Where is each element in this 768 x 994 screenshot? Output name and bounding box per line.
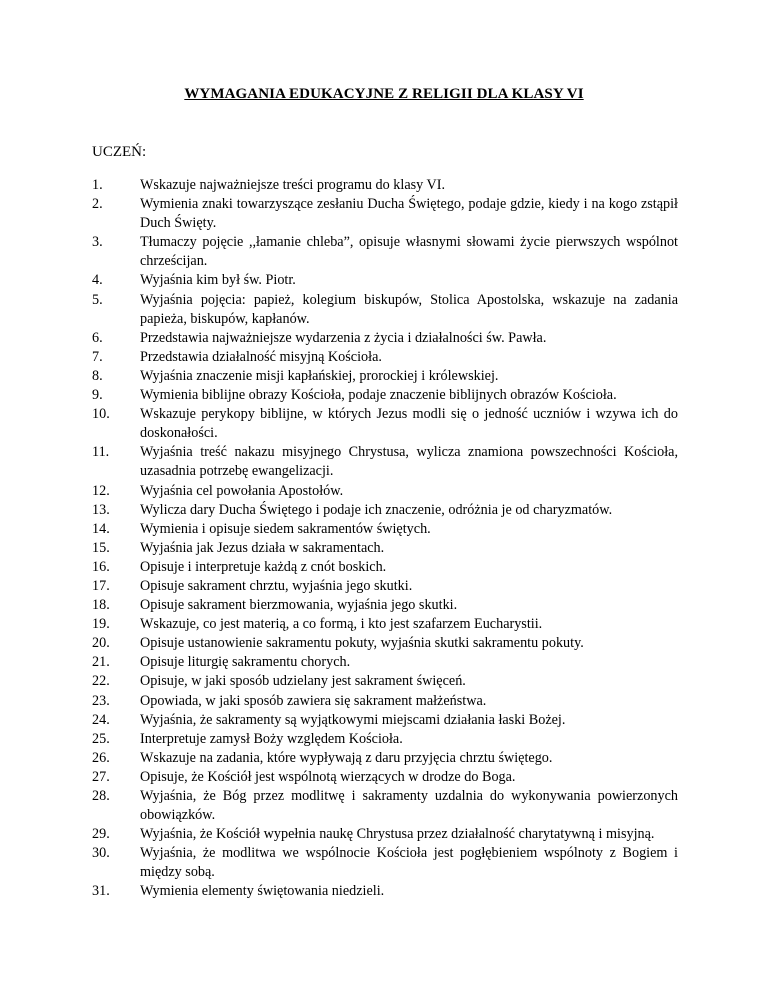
list-item-text: Opisuje i interpretuje każdą z cnót boskich. [140, 558, 387, 575]
list-item-number: 9. [92, 387, 103, 404]
list-item-text: Przedstawia najważniejsze wydarzenia z życia i działalności św. Pawła. [140, 329, 547, 346]
list-item-text: Wyjaśnia, że Bóg przez modlitwę i sakramenty uzdalnia do wykonywania powierzonych obowiązków. [140, 788, 678, 824]
list-item-text: Wyjaśnia, że modlitwa we wspólnocie Kościoła jest pogłębieniem wspólnoty z Bogiem i między sobą. [140, 845, 678, 881]
list-item-number: 15. [92, 539, 110, 556]
list-item [92, 787, 678, 825]
list-item-number: 5. [92, 291, 103, 308]
list-item [92, 405, 678, 443]
list-item [92, 367, 678, 386]
list-item [92, 329, 678, 348]
list-item [92, 195, 678, 233]
list-item [92, 176, 678, 195]
list-item-number: 1. [92, 177, 103, 193]
list-item-text: Wyjaśnia cel powołania Apostołów. [140, 482, 344, 499]
list-item-text: Wskazuje na zadania, które wypływają z daru przyjęcia chrztu świętego. [140, 749, 553, 766]
list-item [92, 596, 678, 615]
list-item-number: 25. [92, 730, 110, 747]
list-item-text: Opisuje sakrament bierzmowania, wyjaśnia jego skutki. [140, 597, 458, 614]
list-item [92, 233, 678, 271]
list-item-text: Wymienia znaki towarzyszące zesłaniu Ducha Świętego, podaje gdzie, kiedy i na kogo zstąpił Duch Święty. [140, 196, 678, 232]
student-label: UCZEŃ: [92, 144, 147, 160]
list-item-number: 17. [92, 577, 110, 594]
list-item [92, 520, 678, 539]
list-item-number: 23. [92, 692, 110, 709]
list-item-text: Wskazuje najważniejsze treści programu do klasy VI. [140, 177, 446, 193]
list-item-text: Wyjaśnia treść nakazu misyjnego Chrystusa, wylicza znamiona powszechności Kościoła, uzasadnia potrzebę ewangelizacji. [140, 444, 678, 480]
list-item [92, 443, 678, 481]
list-item [92, 749, 678, 768]
list-item-number: 27. [92, 768, 110, 785]
list-item-text: Wymienia i opisuje siedem sakramentów świętych. [140, 520, 431, 537]
list-item-text: Opisuje ustanowienie sakramentu pokuty, wyjaśnia skutki sakramentu pokuty. [140, 635, 584, 652]
list-item-number: 7. [92, 348, 103, 365]
list-item-number: 22. [92, 673, 110, 690]
list-item [92, 711, 678, 730]
list-item-text: Wyjaśnia kim był św. Piotr. [140, 272, 296, 289]
list-item [92, 692, 678, 711]
list-item [92, 577, 678, 596]
list-item [92, 501, 678, 520]
list-item-number: 14. [92, 520, 110, 537]
list-item-number: 11. [92, 444, 110, 461]
list-item-number: 19. [92, 616, 110, 633]
list-item [92, 634, 678, 653]
list-item-number: 28. [92, 788, 110, 804]
list-item [92, 539, 678, 558]
list-item [92, 825, 678, 844]
list-item [92, 768, 678, 787]
list-item-text: Wyjaśnia, że Kościół wypełnia naukę Chrystusa przez działalność charytatywną i misyjną. [140, 826, 655, 843]
list-item-text: Opowiada, w jaki sposób zawiera się sakrament małżeństwa. [140, 692, 487, 709]
list-item-text: Wyjaśnia pojęcia: papież, kolegium biskupów, Stolica Apostolska, wskazuje na zadania papieża, biskupów, kapłanów. [140, 291, 678, 327]
list-item [92, 291, 678, 329]
list-item-number: 29. [92, 826, 110, 843]
list-item [92, 271, 678, 290]
list-item [92, 672, 678, 691]
list-item-number: 30. [92, 845, 110, 862]
list-item-text: Tłumaczy pojęcie ,,łamanie chleba”, opisuje własnymi słowami życie pierwszych wspólnot chrześcijan. [140, 234, 678, 270]
list-item [92, 615, 678, 634]
list-item-text: Wyjaśnia znaczenie misji kapłańskiej, prorockiej i królewskiej. [140, 367, 499, 384]
list-item [92, 730, 678, 749]
list-item-text: Opisuje liturgię sakramentu chorych. [140, 654, 351, 671]
list-item-number: 21. [92, 654, 110, 671]
list-item-text: Wymienia elementy świętowania niedzieli. [140, 883, 385, 900]
list-item-text: Opisuje, że Kościół jest wspólnotą wierzących w drodze do Boga. [140, 768, 516, 785]
list-item [92, 348, 678, 367]
list-item-number: 4. [92, 272, 103, 289]
list-item-number: 8. [92, 367, 103, 384]
list-item-text: Opisuje, w jaki sposób udzielany jest sakrament święceń. [140, 673, 466, 690]
list-item-number: 10. [92, 406, 110, 423]
list-item [92, 882, 678, 901]
list-item [92, 558, 678, 577]
list-item-text: Wskazuje, co jest materią, a co formą, i kto jest szafarzem Eucharystii. [140, 616, 543, 633]
list-item-number: 18. [92, 597, 110, 614]
list-item-number: 6. [92, 329, 103, 346]
list-item-text: Przedstawia działalność misyjną Kościoła. [140, 348, 382, 365]
list-item-text: Wyjaśnia, że sakramenty są wyjątkowymi miejscami działania łaski Bożej. [140, 711, 566, 728]
list-item-number: 13. [92, 501, 110, 518]
list-item-number: 20. [92, 635, 110, 652]
list-item-number: 26. [92, 749, 110, 766]
list-item-text: Opisuje sakrament chrztu, wyjaśnia jego skutki. [140, 577, 413, 594]
list-item-text: Wymienia biblijne obrazy Kościoła, podaje znaczenie biblijnych obrazów Kościoła. [140, 387, 617, 404]
list-item [92, 653, 678, 672]
list-item-number: 2. [92, 196, 103, 213]
list-item [92, 386, 678, 405]
list-item-number: 3. [92, 234, 103, 251]
list-item-number: 16. [92, 558, 110, 575]
list-item-number: 24. [92, 711, 110, 728]
list-item-number: 12. [92, 482, 110, 499]
list-item-number: 31. [92, 883, 110, 900]
list-item-text: Wyjaśnia jak Jezus działa w sakramentach. [140, 539, 385, 556]
list-item-text: Interpretuje zamysł Boży względem Kościoła. [140, 730, 403, 747]
list-item-text: Wylicza dary Ducha Świętego i podaje ich znaczenie, odróżnia je od charyzmatów. [140, 501, 613, 518]
requirements-list [92, 176, 678, 902]
document-title: WYMAGANIA EDUKACYJNE Z RELIGII DLA KLASY VI [184, 86, 584, 102]
list-item [92, 482, 678, 501]
list-item [92, 844, 678, 882]
list-item-text: Wskazuje perykopy biblijne, w których Jezus modli się o jedność uczniów i wzywa ich do doskonałości. [140, 406, 678, 442]
